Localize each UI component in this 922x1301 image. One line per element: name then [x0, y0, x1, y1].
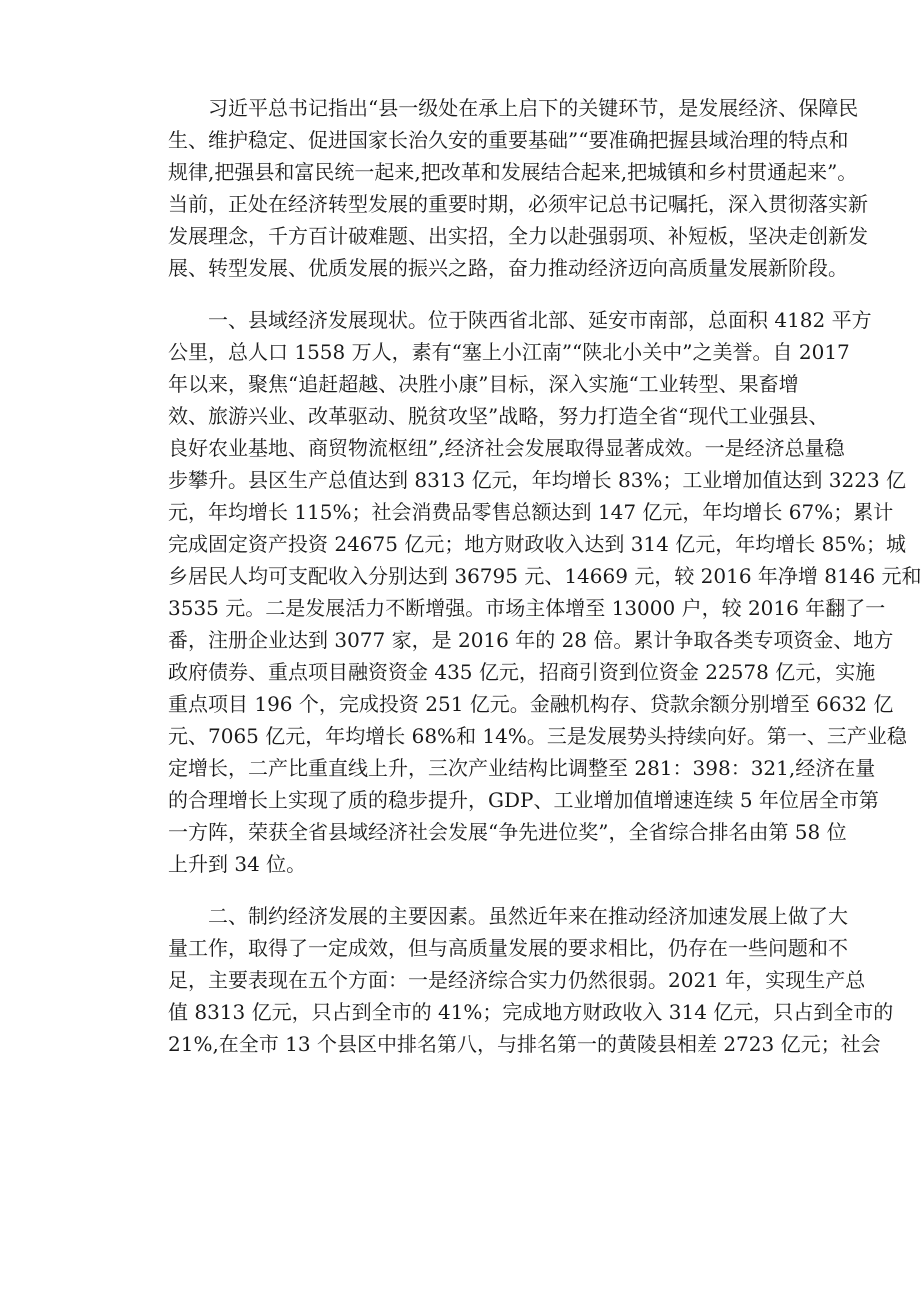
- text-line: 一方阵，荣获全省县域经济社会发展“争先进位奖”，全省综合排名由第 58 位: [168, 820, 847, 844]
- text-line: 元、7065 亿元，年均增长 68%和 14%。三是发展势头持续向好。第一、三产业稳: [168, 724, 907, 748]
- text-line: 步攀升。县区生产总值达到 8313 亿元，年均增长 83%；工业增加值达到 3223 亿: [168, 468, 907, 492]
- paragraph: [168, 900, 894, 1060]
- text-line: 二、制约经济发展的主要因素。虽然近年来在推动经济加速发展上做了大: [208, 904, 848, 928]
- text-line: 当前，正处在经济转型发展的重要时期，必须牢记总书记嘱托，深入贯彻落实新: [168, 192, 868, 216]
- paragraph: [168, 92, 868, 284]
- text-line: 公里，总人口 1558 万人，素有“塞上小江南”“陕北小关中”之美誉。自 2017: [168, 340, 850, 364]
- text-line: 规律,把强县和富民统一起来,把改革和发展结合起来,把城镇和乡村贯通起来”。: [168, 160, 858, 184]
- text-line: 3535 元。二是发展活力不断增强。市场主体增至 13000 户，较 2016 年翻了一: [168, 596, 886, 620]
- text-line: 番，注册企业达到 3077 家，是 2016 年的 28 倍。累计争取各类专项资金、地方: [168, 628, 894, 652]
- text-line: 21%,在全市 13 个县区中排名第八，与排名第一的黄陵县相差 2723 亿元；社会: [168, 1032, 881, 1056]
- text-line: 定增长，二产比重直线上升，三次产业结构比调整至 281：398：321,经济在量: [168, 756, 876, 780]
- text-line: 的合理增长上实现了质的稳步提升，GDP、工业增加值增速连续 5 年位居全市第: [168, 788, 879, 812]
- text-line: 乡居民人均可支配收入分别达到 36795 元、14669 元，较 2016 年净增 8146 元和: [168, 564, 922, 588]
- text-line: 年以来，聚焦“追赶超越、决胜小康”目标，深入实施“工业转型、果畜增: [168, 372, 799, 396]
- text-line: 值 8313 亿元，只占到全市的 41%；完成地方财政收入 314 亿元，只占到全市的: [168, 1000, 894, 1024]
- text-line: 完成固定资产投资 24675 亿元；地方财政收入达到 314 亿元，年均增长 85%；城: [168, 532, 907, 556]
- text-line: 生、维护稳定、促进国家长治久安的重要基础”“要准确把握县域治理的特点和: [168, 128, 849, 152]
- text-line: 上升到 34 位。: [168, 852, 307, 876]
- paragraph: [168, 304, 922, 880]
- text-line: 良好农业基地、商贸物流枢纽”,经济社会发展取得显著成效。一是经济总量稳: [168, 436, 845, 460]
- text-line: 发展理念，千方百计破难题、出实招，全力以赴强弱项、补短板，坚决走创新发: [168, 224, 868, 248]
- text-line: 政府债券、重点项目融资资金 435 亿元，招商引资到位资金 22578 亿元，实施: [168, 660, 876, 684]
- text-line: 元，年均增长 115%；社会消费品零售总额达到 147 亿元，年均增长 67%；累计: [168, 500, 894, 524]
- text-line: 足，主要表现在五个方面：一是经济综合实力仍然很弱。2021 年，实现生产总: [168, 968, 866, 992]
- text-line: 量工作，取得了一定成效，但与高质量发展的要求相比，仍存在一些问题和不: [168, 936, 848, 960]
- document-body: [168, 92, 922, 1060]
- paragraph-spacer: [168, 880, 776, 900]
- text-line: 效、旅游兴业、改革驱动、脱贫攻坚”战略，努力打造全省“现代工业强县、: [168, 404, 829, 428]
- text-line: 一、县域经济发展现状。位于陕西省北部、延安市南部，总面积 4182 平方: [208, 308, 872, 332]
- text-line: 重点项目 196 个，完成投资 251 亿元。金融机构存、贷款余额分别增至 6632 亿: [168, 692, 894, 716]
- text-line: 展、转型发展、优质发展的振兴之路，奋力推动经济迈向高质量发展新阶段。: [168, 256, 848, 280]
- paragraph-spacer: [168, 284, 776, 304]
- text-line: 习近平总书记指出“县一级处在承上启下的关键环节，是发展经济、保障民: [208, 96, 859, 120]
